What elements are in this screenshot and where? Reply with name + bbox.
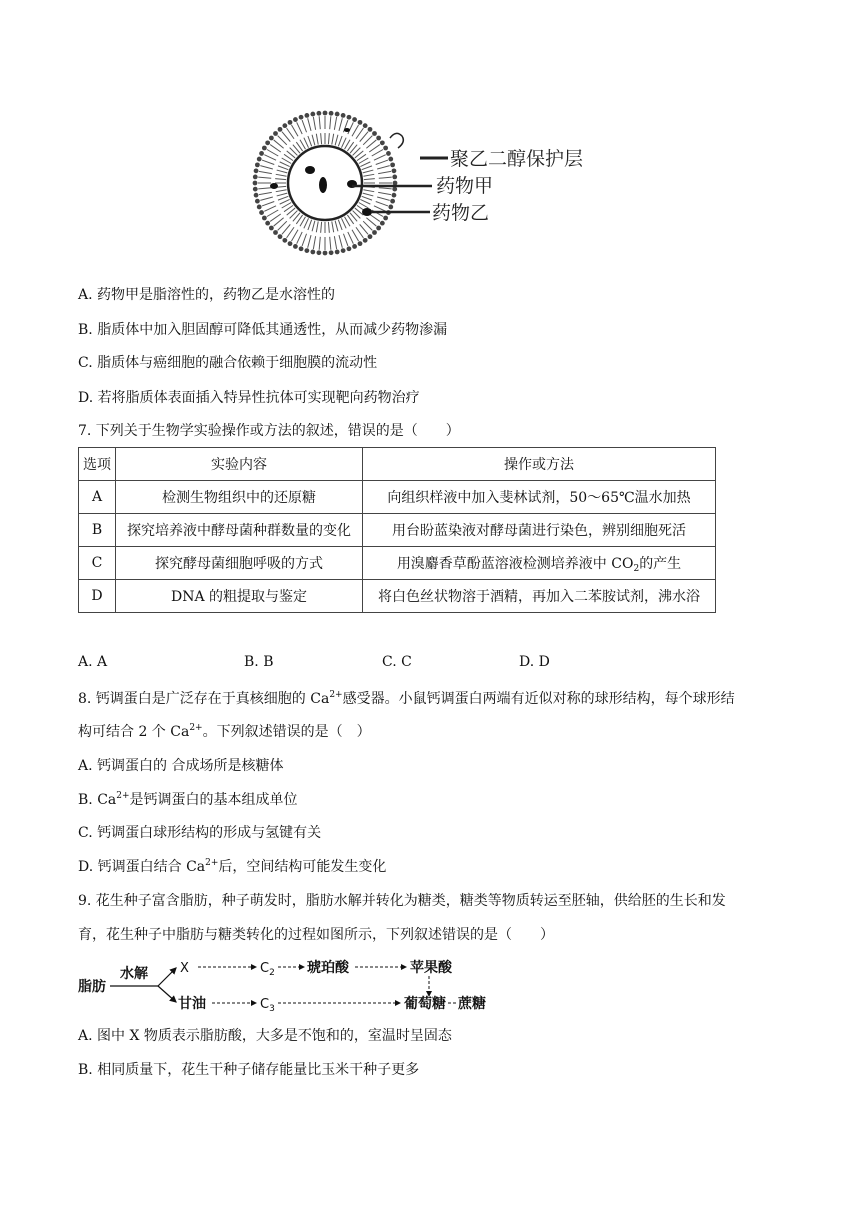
node-x: X	[180, 961, 189, 976]
lipid-tail	[304, 218, 309, 228]
lipid-tail	[377, 197, 390, 200]
node-glucose: 葡萄糖	[404, 996, 446, 1012]
lipid-tail	[366, 140, 376, 148]
lipid-head	[368, 127, 373, 132]
q7-options	[0, 654, 860, 674]
lipid-tail	[360, 132, 368, 142]
lipid-tail	[264, 206, 276, 211]
lipid-head	[273, 131, 278, 136]
drug-a-dot	[305, 166, 315, 174]
lipid-tail	[308, 118, 311, 131]
lipid-tail	[330, 237, 331, 250]
lipid-tail	[328, 133, 329, 144]
lipid-tail	[313, 117, 315, 130]
drug-b-dot	[270, 183, 278, 189]
lipid-tail	[292, 125, 299, 136]
lipid-tail	[352, 230, 359, 241]
table-header-row	[79, 448, 716, 481]
lipid-tail	[274, 140, 284, 148]
row-key: C	[79, 547, 116, 580]
lipid-head	[254, 168, 259, 173]
lipid-tail	[343, 234, 347, 246]
q8-option-a: A. 钙调蛋白的 合成场所是核糖体	[78, 758, 284, 774]
row-key: B	[79, 514, 116, 547]
lipid-tail	[297, 122, 302, 134]
lipid-head	[299, 115, 304, 120]
lipid-tail	[335, 221, 338, 232]
q8-option-b: B. $Ca^{2+}$是钙调蛋白的基本组成单位	[78, 791, 298, 808]
lipid-head	[383, 216, 388, 221]
lipid-tail	[348, 232, 353, 244]
q8-stem-line2: 构可结合 2 个 $Ca^{2+}$。下列叙述错误的是（ ）	[78, 723, 371, 740]
row-key: D	[79, 580, 116, 613]
lipid-tail	[338, 136, 342, 146]
lipid-tail	[374, 155, 386, 160]
lipid-head	[282, 123, 287, 128]
lipid-head	[299, 246, 304, 251]
lipid-tail	[262, 201, 274, 205]
lipid-tail	[313, 236, 315, 249]
lipid-tail	[267, 150, 278, 157]
lipid-tail	[338, 220, 342, 230]
q7-option-a: A. A	[78, 654, 108, 670]
lipid-tail	[378, 171, 391, 173]
row-method: 用溴麝香草酚蓝溶液检测培养液中 $CO_2$的产生	[363, 547, 716, 580]
q8-stem-line1: 8. 钙调蛋白是广泛存在于真核细胞的 $Ca^{2+}$感受器。小鼠钙调蛋白两端有近似对称的球形结构，每个球形结	[78, 690, 735, 707]
lipid-head	[390, 199, 395, 204]
lipid-tail	[278, 196, 288, 200]
lipid-head	[304, 248, 309, 253]
lipid-head	[380, 140, 385, 145]
lipid-head	[273, 230, 278, 235]
lipid-tail	[363, 193, 374, 196]
lipid-head	[380, 221, 385, 226]
q8-option-d: D. 钙调蛋白结合 $Ca^{2+}$后，空间结构可能发生变化	[78, 858, 387, 875]
q6-option-b: B. 脂质体中加入胆固醇可降低其通透性，从而减少药物渗漏	[78, 322, 448, 338]
lipid-tail	[308, 220, 312, 230]
q6-option-c: C. 脂质体与癌细胞的融合依赖于细胞膜的流动性	[78, 355, 378, 371]
table-row	[79, 514, 716, 547]
lipid-head	[392, 168, 397, 173]
lipid-tail	[308, 136, 312, 146]
lipid-tail	[339, 118, 342, 131]
lipid-tail	[376, 160, 388, 164]
lipid-head	[259, 151, 264, 156]
lipid-tail	[312, 221, 315, 232]
lipid-tail	[319, 116, 320, 129]
lipid-tail	[330, 116, 331, 129]
fat-sugar-pathway-diagram	[76, 956, 486, 1018]
q8-option-c: C. 钙调蛋白球形结构的形成与氢键有关	[78, 825, 322, 841]
lipid-tail	[292, 230, 299, 241]
lipid-tail	[372, 150, 383, 157]
node-c2: $C_2$	[260, 961, 275, 978]
lipid-tail	[328, 222, 329, 233]
lipid-tail	[332, 221, 334, 232]
lipid-head	[288, 241, 293, 246]
label-hydrolysis: 水解	[120, 966, 148, 982]
lipid-tail	[280, 162, 290, 167]
lipid-tail	[360, 224, 368, 234]
lipid-head	[253, 187, 258, 192]
lipid-tail	[363, 174, 374, 176]
q7-option-d: D. D	[519, 654, 550, 670]
lipid-head	[255, 199, 260, 204]
lipid-tail	[379, 188, 392, 189]
lipid-tail	[377, 166, 390, 169]
lipid-head	[341, 248, 346, 253]
peg-squiggle	[390, 133, 403, 148]
lipid-tail	[260, 197, 273, 200]
lipid-head	[262, 146, 267, 151]
lipid-head	[392, 174, 397, 179]
lipid-head	[392, 193, 397, 198]
lipid-tail	[348, 122, 353, 134]
row-key: A	[79, 481, 116, 514]
lipid-head	[310, 112, 315, 117]
lipid-tail	[267, 210, 278, 217]
lipid-head	[323, 111, 328, 116]
lipid-tail	[374, 206, 386, 211]
lipid-head	[392, 187, 397, 192]
lipid-tail	[297, 232, 302, 244]
lipid-tail	[352, 125, 359, 136]
q7-option-b: B. B	[244, 654, 274, 670]
lipid-head	[390, 162, 395, 167]
drug-a-dot	[319, 177, 327, 193]
lipid-tail	[334, 117, 336, 130]
lipid-tail	[362, 166, 372, 170]
node-succinic-acid: 琥珀酸	[307, 960, 349, 976]
lipid-head	[254, 193, 259, 198]
lipid-tail	[319, 237, 320, 250]
lipid-tail	[356, 227, 363, 238]
lipid-tail	[287, 128, 294, 139]
lipid-tail	[282, 132, 290, 142]
lipid-head	[269, 226, 274, 231]
node-malic-acid: 苹果酸	[410, 960, 452, 976]
lipid-head	[368, 234, 373, 239]
arrow-to-x	[158, 968, 176, 986]
lipid-tail	[277, 193, 288, 196]
liposome-figure	[240, 108, 640, 258]
lipid-head	[278, 127, 283, 132]
experiment-table	[78, 447, 716, 613]
lipid-tail	[276, 190, 287, 192]
lipid-head	[383, 146, 388, 151]
lipid-head	[304, 113, 309, 118]
lipid-head	[323, 251, 328, 256]
lipid-tail	[308, 235, 311, 248]
lipid-head	[335, 112, 340, 117]
lipid-tail	[302, 234, 306, 246]
node-sucrose: 蔗糖	[458, 996, 486, 1012]
lipid-tail	[366, 218, 376, 226]
lipid-head	[363, 238, 368, 243]
lipid-tail	[364, 179, 375, 180]
lipid-tail	[363, 221, 372, 230]
lipid-tail	[302, 120, 306, 132]
q9-option-a: A. 图中 X 物质表示脂肪酸，大多是不饱和的，室温时呈固态	[78, 1028, 452, 1044]
lipid-tail	[264, 155, 276, 160]
lipid-tail	[278, 136, 287, 145]
header-content: 实验内容	[116, 448, 363, 481]
lipid-tail	[258, 188, 271, 189]
drug-b-dot	[362, 208, 372, 216]
q9-stem-line2: 育，花生种子中脂肪与糖类转化的过程如图所示，下列叙述错误的是（ ）	[78, 927, 554, 943]
lipid-head	[376, 226, 381, 231]
lipid-head	[388, 205, 393, 210]
lipid-head	[393, 181, 398, 186]
lipid-head	[288, 120, 293, 125]
lipid-tail	[262, 160, 274, 164]
lipid-head	[358, 241, 363, 246]
header-option: 选项	[79, 448, 116, 481]
lipid-head	[376, 136, 381, 141]
node-fat: 脂肪	[78, 979, 106, 995]
q9-option-b: B. 相同质量下，花生干种子储存能量比玉米干种子更多	[78, 1062, 420, 1078]
lipid-tail	[270, 214, 281, 221]
lipid-head	[347, 246, 352, 251]
lipid-head	[310, 250, 315, 255]
lipid-tail	[312, 135, 315, 146]
lipid-head	[278, 234, 283, 239]
drug-b-dot	[344, 128, 350, 132]
lipid-head	[293, 117, 298, 122]
lipid-tail	[363, 190, 374, 192]
lipid-head	[347, 115, 352, 120]
lipid-head	[269, 136, 274, 141]
row-method: 将白色丝状物溶于酒精，再加入二苯胺试剂，沸水浴	[363, 580, 716, 613]
lipid-head	[329, 250, 334, 255]
lipid-tail	[379, 177, 392, 178]
lipid-tail	[360, 162, 370, 167]
lipid-tail	[356, 128, 363, 139]
lipid-tail	[282, 224, 290, 234]
label-drug-b: 药物乙	[432, 202, 490, 224]
row-content: 检测生物组织中的还原糖	[116, 481, 363, 514]
lipid-tail	[341, 218, 346, 228]
lipid-head	[259, 210, 264, 215]
lipid-head	[262, 216, 267, 221]
row-method: 用台盼蓝染液对酵母菌进行染色，辨别细胞死活	[363, 514, 716, 547]
lipid-tail	[276, 174, 287, 176]
lipid-head	[253, 174, 258, 179]
lipid-tail	[287, 227, 294, 238]
lipid-tail	[335, 135, 338, 146]
lipid-tail	[332, 134, 334, 145]
lipid-tail	[369, 214, 380, 221]
lipid-head	[329, 111, 334, 116]
lipid-head	[386, 151, 391, 156]
table-row	[79, 547, 716, 580]
label-drug-a: 药物甲	[436, 175, 494, 197]
lipid-tail	[363, 136, 372, 145]
lipid-tail	[321, 133, 322, 144]
lipid-tail	[258, 177, 271, 178]
lipid-tail	[321, 222, 322, 233]
q9-stem-line1: 9. 花生种子富含脂肪，种子萌发时，脂肪水解并转化为糖类，糖类等物质转运至胚轴，供给胚的生长和发	[78, 893, 726, 909]
lipid-head	[341, 113, 346, 118]
lipid-head	[257, 205, 262, 210]
lipid-tail	[278, 221, 287, 230]
arrow-to-glycerol	[158, 986, 176, 1002]
q6-option-a: A. 药物甲是脂溶性的，药物乙是水溶性的	[78, 287, 336, 303]
node-glycerol: 甘油	[178, 996, 206, 1012]
lipid-tail	[259, 192, 272, 194]
lipid-tail	[274, 218, 284, 226]
lipid-tail	[259, 171, 272, 173]
lipid-head	[352, 244, 357, 249]
row-method: 向组织样液中加入斐林试剂，50～65℃温水加热	[363, 481, 716, 514]
lipid-head	[293, 244, 298, 249]
lipid-head	[265, 221, 270, 226]
lipid-tail	[260, 166, 273, 169]
lipid-head	[282, 238, 287, 243]
lipid-tail	[339, 235, 342, 248]
lipid-head	[257, 157, 262, 162]
label-peg-layer: 聚乙二醇保护层	[450, 148, 584, 170]
q7-option-c: C. C	[382, 654, 412, 670]
row-content: DNA 的粗提取与鉴定	[116, 580, 363, 613]
lipid-tail	[316, 134, 318, 145]
lipid-tail	[360, 199, 370, 204]
lipid-head	[316, 111, 321, 116]
lipid-tail	[376, 201, 388, 205]
lipid-tail	[277, 170, 288, 173]
lipid-head	[352, 117, 357, 122]
lipid-head	[363, 123, 368, 128]
lipid-tail	[278, 166, 288, 170]
lipid-tail	[304, 138, 309, 148]
lipid-tail	[363, 170, 374, 173]
header-method: 操作或方法	[363, 448, 716, 481]
lipid-head	[372, 230, 377, 235]
lipid-head	[316, 250, 321, 255]
lipid-tail	[369, 145, 380, 152]
lipid-tail	[275, 179, 286, 180]
row-content: 探究酵母菌细胞呼吸的方式	[116, 547, 363, 580]
lipid-tail	[341, 138, 346, 148]
lipid-head	[335, 250, 340, 255]
table-row	[79, 580, 716, 613]
q6-option-d: D. 若将脂质体表面插入特异性抗体可实现靶向药物治疗	[78, 390, 420, 406]
node-c3: $C_3$	[260, 997, 275, 1014]
lipid-head	[358, 120, 363, 125]
lipid-tail	[280, 199, 290, 204]
row-content: 探究培养液中酵母菌种群数量的变化	[116, 514, 363, 547]
lipid-tail	[316, 221, 318, 232]
lipid-head	[253, 181, 258, 186]
q7-stem: 7. 下列关于生物学实验操作或方法的叙述，错误的是（ ）	[78, 423, 460, 439]
lipid-head	[372, 131, 377, 136]
lipid-tail	[270, 145, 281, 152]
lipid-tail	[378, 192, 391, 194]
lipid-tail	[334, 236, 336, 249]
lipid-head	[388, 157, 393, 162]
table-row	[79, 481, 716, 514]
lipid-head	[265, 140, 270, 145]
lipid-tail	[362, 196, 372, 200]
lipid-head	[255, 162, 260, 167]
